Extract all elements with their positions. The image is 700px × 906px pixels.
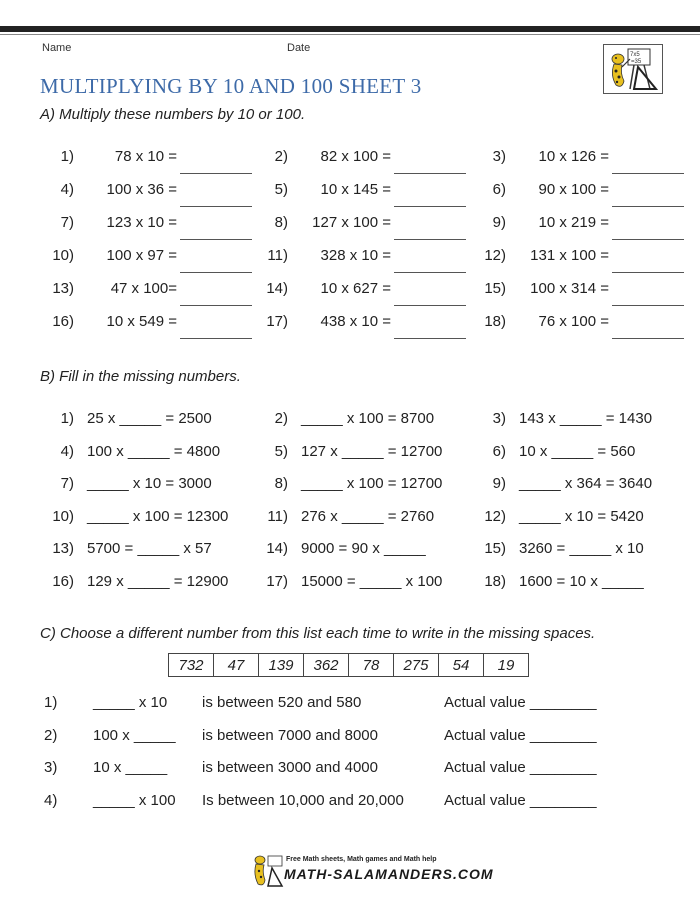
multiplication-expression: 100 x 36 = [106,181,177,198]
missing-number-expression[interactable]: 3260 = _____ x 10 [519,540,644,557]
number-list-cell: 275 [394,654,439,677]
answer-line[interactable] [394,239,466,240]
missing-number-expression[interactable]: 1600 = 10 x _____ [519,572,644,590]
item-number: 10) [52,247,74,264]
name-label: Name [42,42,72,54]
actual-value-field[interactable]: Actual value ________ [444,791,597,809]
multiplication-expression: 328 x 10 = [320,247,391,264]
salamander-logo [603,44,663,94]
answer-line[interactable] [394,338,466,339]
item-number: 13) [52,280,74,297]
missing-number-expression[interactable]: _____ x 10 = 3000 [87,475,212,492]
range-statement: Is between 10,000 and 20,000 [202,791,404,809]
multiplication-expression: 10 x 126 = [538,148,609,165]
item-number: 17) [266,572,288,590]
missing-number-expression[interactable]: _____ x 100 = 12700 [301,475,443,492]
answer-line[interactable] [180,272,252,273]
item-number: 15) [484,540,506,557]
missing-number-expression[interactable]: 9000 = 90 x _____ [301,540,426,557]
answer-line[interactable] [394,305,466,306]
actual-value-field[interactable]: Actual value ________ [444,759,597,776]
answer-line[interactable] [394,272,466,273]
missing-number-expression[interactable]: 100 x _____ [93,726,176,744]
actual-value-field[interactable]: Actual value ________ [444,726,597,744]
missing-number-expression[interactable]: _____ x 10 [93,694,168,711]
multiplication-expression: 100 x 314 = [530,280,609,297]
board-text-1: 7x5 [630,52,640,58]
missing-number-expression[interactable]: 127 x _____ = 12700 [301,442,443,460]
answer-line[interactable] [180,305,252,306]
date-label: Date [287,42,311,54]
item-number: 3) [492,410,506,427]
missing-number-expression[interactable]: _____ x 364 = 3640 [519,475,653,492]
top-rule [0,26,700,32]
item-number: 1) [44,694,58,711]
number-list-cell: 19 [484,654,529,677]
item-number: 1) [60,148,74,165]
actual-value-field[interactable]: Actual value ________ [444,694,597,711]
number-list-cell: 362 [304,654,349,677]
answer-line[interactable] [180,338,252,339]
item-number: 12) [484,507,506,525]
answer-line[interactable] [612,338,684,339]
item-number: 7) [60,214,74,231]
section-c-heading: C) Choose a different number from this list each time to write in the missing spaces. [40,625,596,642]
item-number: 2) [274,410,288,427]
page-title: MULTIPLYING BY 10 AND 100 SHEET 3 [40,74,422,98]
number-list-cell: 732 [169,654,214,677]
item-number: 8) [274,475,288,492]
section-b-heading: B) Fill in the missing numbers. [40,368,241,385]
answer-line[interactable] [612,239,684,240]
multiplication-expression: 47 x 100= [110,280,177,297]
number-list-cell: 78 [349,654,394,677]
missing-number-expression[interactable]: _____ x 100 = 12300 [87,507,229,525]
item-number: 12) [484,247,506,264]
multiplication-expression: 127 x 100 = [312,214,391,231]
answer-line[interactable] [612,305,684,306]
multiplication-expression: 438 x 10 = [320,313,391,330]
item-number: 6) [492,181,506,198]
item-number: 11) [267,507,288,525]
item-number: 2) [44,726,58,744]
footer-site-name: MATH-SALAMANDERS.COM [284,866,494,882]
salamander-icon [604,45,662,93]
item-number: 18) [484,572,506,590]
item-number: 10) [52,507,74,525]
missing-number-expression[interactable]: _____ x 100 = 8700 [301,410,435,427]
footer-salamander-icon [250,852,286,888]
item-number: 3) [44,759,58,776]
multiplication-expression: 100 x 97 = [106,247,177,264]
item-number: 4) [60,181,74,198]
item-number: 16) [52,313,74,330]
item-number: 7) [60,475,74,492]
multiplication-expression: 10 x 219 = [538,214,609,231]
answer-line[interactable] [612,272,684,273]
item-number: 4) [60,442,74,460]
missing-number-expression[interactable]: 10 x _____ [93,759,168,776]
number-list-table [168,653,529,677]
item-number: 9) [492,475,506,492]
range-statement: is between 3000 and 4000 [202,759,378,776]
multiplication-expression: 78 x 10 = [114,148,177,165]
answer-line[interactable] [180,206,252,207]
answer-line[interactable] [180,173,252,174]
item-number: 2) [274,148,288,165]
board-text-2: =35 [631,59,642,65]
answer-line[interactable] [394,173,466,174]
number-list-cell: 139 [259,654,304,677]
missing-number-expression[interactable]: _____ x 10 = 5420 [519,507,644,525]
top-rule-thin [0,34,700,35]
missing-number-expression[interactable]: 100 x _____ = 4800 [87,442,221,460]
multiplication-expression: 10 x 145 = [320,181,391,198]
footer-tagline: Free Math sheets, Math games and Math help [286,856,437,863]
missing-number-expression[interactable]: 129 x _____ = 12900 [87,572,229,590]
item-number: 1) [60,410,74,427]
item-number: 14) [266,280,288,297]
answer-line[interactable] [394,206,466,207]
missing-number-expression[interactable]: _____ x 100 [93,791,176,809]
multiplication-expression: 76 x 100 = [538,313,609,330]
item-number: 15) [484,280,506,297]
multiplication-expression: 10 x 627 = [320,280,391,297]
item-number: 8) [274,214,288,231]
multiplication-expression: 90 x 100 = [538,181,609,198]
multiplication-expression: 82 x 100 = [320,148,391,165]
item-number: 5) [274,181,288,198]
item-number: 9) [492,214,506,231]
item-number: 5) [274,442,288,460]
missing-number-expression[interactable]: 25 x _____ = 2500 [87,410,212,427]
range-statement: is between 520 and 580 [202,694,362,711]
item-number: 11) [267,247,288,264]
item-number: 6) [492,442,506,460]
missing-number-expression[interactable]: 10 x _____ = 560 [519,442,636,460]
answer-line[interactable] [612,173,684,174]
missing-number-expression[interactable]: 276 x _____ = 2760 [301,507,435,525]
item-number: 4) [44,791,58,809]
multiplication-expression: 10 x 549 = [106,313,177,330]
missing-number-expression[interactable]: 143 x _____ = 1430 [519,410,653,427]
answer-line[interactable] [612,206,684,207]
item-number: 18) [484,313,506,330]
number-list-cell: 54 [439,654,484,677]
item-number: 3) [492,148,506,165]
item-number: 16) [52,572,74,590]
range-statement: is between 7000 and 8000 [202,726,378,744]
item-number: 17) [266,313,288,330]
missing-number-expression[interactable]: 15000 = _____ x 100 [301,572,443,590]
multiplication-expression: 123 x 10 = [106,214,177,231]
answer-line[interactable] [180,239,252,240]
number-list-cell: 47 [214,654,259,677]
item-number: 13) [52,540,74,557]
missing-number-expression[interactable]: 5700 = _____ x 57 [87,540,212,557]
multiplication-expression: 131 x 100 = [530,247,609,264]
item-number: 14) [266,540,288,557]
section-a-heading: A) Multiply these numbers by 10 or 100. [40,106,306,123]
